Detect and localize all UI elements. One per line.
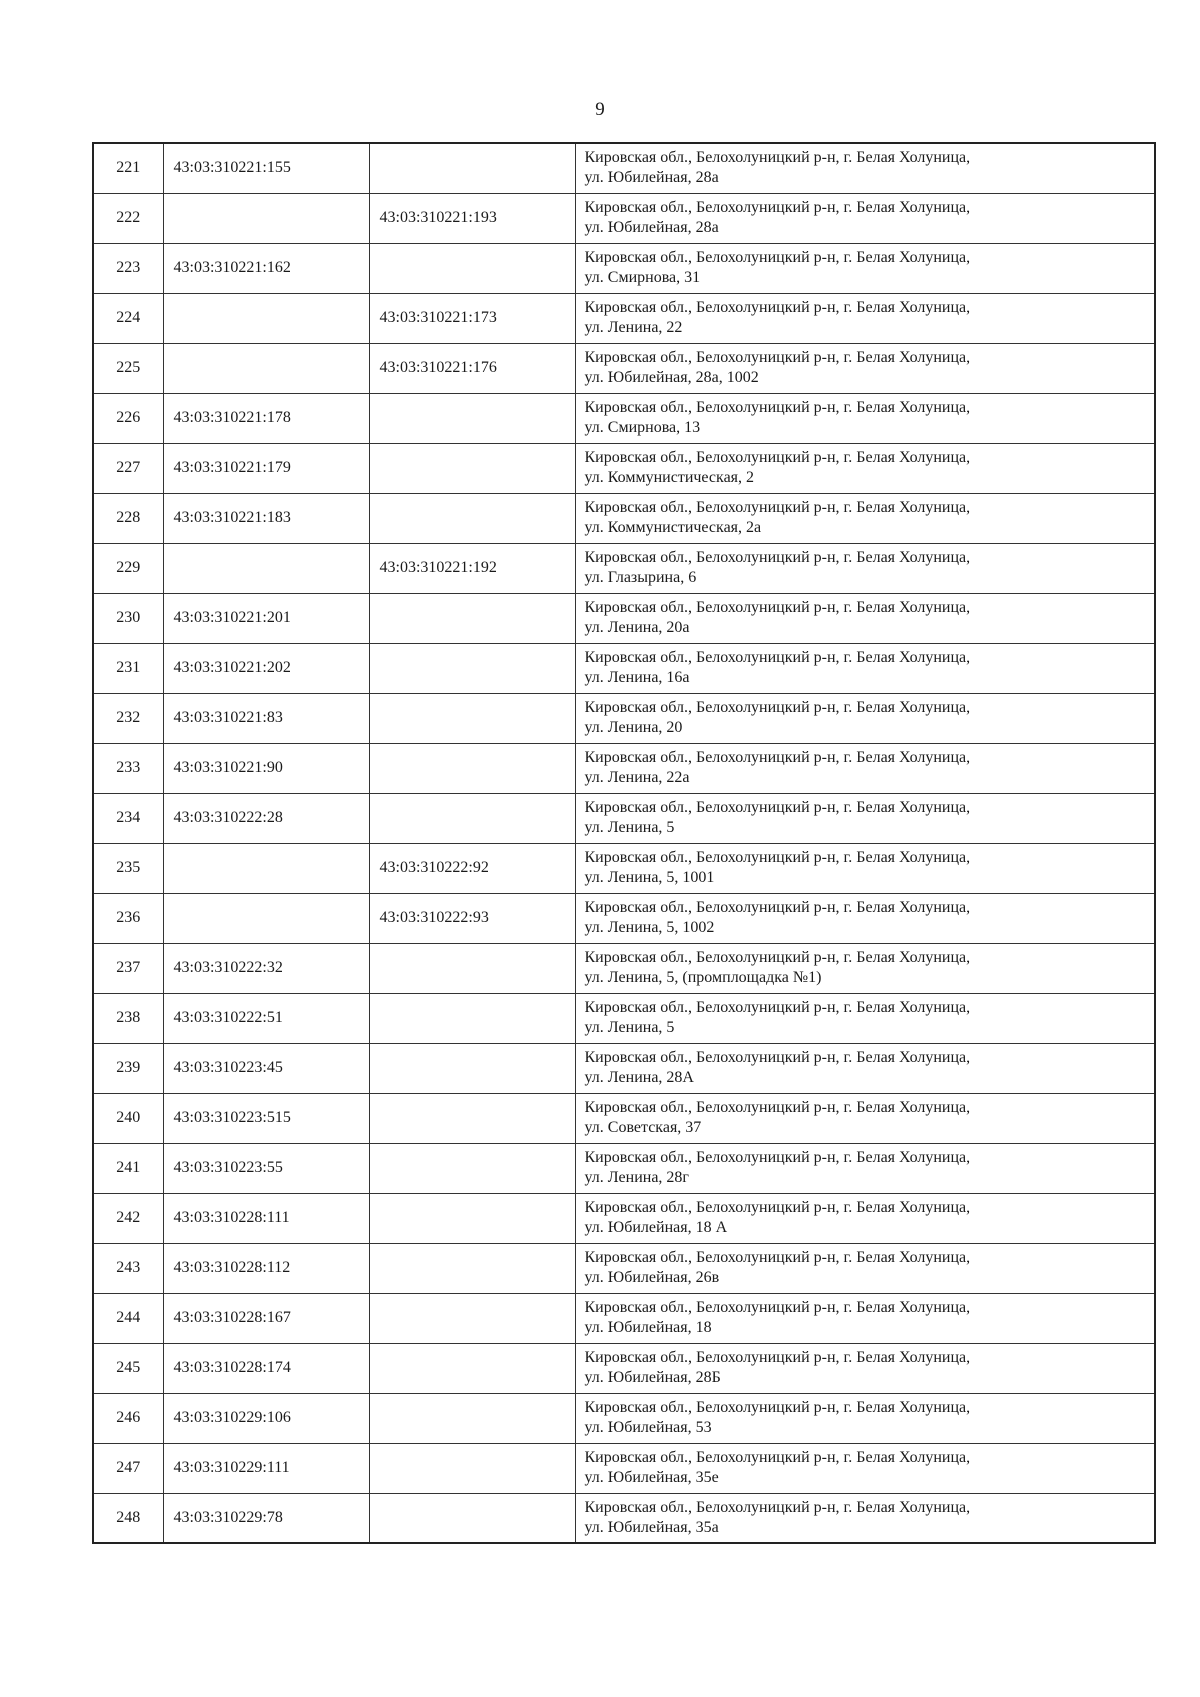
- address-line-1: Кировская обл., Белохолуницкий р-н, г. Белая Холуница,: [584, 1299, 971, 1316]
- related-cadastral-number-cell: [369, 793, 575, 843]
- address-cell: [575, 593, 1155, 643]
- address-line-1: Кировская обл., Белохолуницкий р-н, г. Белая Холуница,: [584, 299, 971, 316]
- cadastral-number-cell: 43:03:310221:202: [163, 643, 369, 693]
- cadastral-number-cell: 43:03:310223:55: [163, 1143, 369, 1193]
- table-row: [93, 593, 1155, 643]
- table-row: [93, 143, 1155, 193]
- address-line-1: Кировская обл., Белохолуницкий р-н, г. Белая Холуница,: [584, 949, 971, 966]
- address-cell: [575, 243, 1155, 293]
- address-line-2: ул. Ленина, 22: [584, 319, 683, 336]
- table-row: [93, 193, 1155, 243]
- address-line-2: ул. Ленина, 22а: [584, 769, 690, 786]
- cadastral-number-cell: 43:03:310228:112: [163, 1243, 369, 1293]
- related-cadastral-number-cell: [369, 1343, 575, 1393]
- address-line-1: Кировская обл., Белохолуницкий р-н, г. Белая Холуница,: [584, 1349, 971, 1366]
- cadastral-number-cell: 43:03:310228:174: [163, 1343, 369, 1393]
- cadastral-number-cell: 43:03:310221:83: [163, 693, 369, 743]
- row-number-cell: 237: [93, 943, 163, 993]
- address-cell: [575, 893, 1155, 943]
- address-line-2: ул. Ленина, 20: [584, 719, 683, 736]
- row-number-cell: 244: [93, 1293, 163, 1343]
- row-number-cell: 231: [93, 643, 163, 693]
- related-cadastral-number-cell: [369, 643, 575, 693]
- address-line-2: ул. Ленина, 5: [584, 1019, 675, 1036]
- table-row: [93, 243, 1155, 293]
- address-line-2: ул. Ленина, 28г: [584, 1169, 689, 1186]
- address-line-1: Кировская обл., Белохолуницкий р-н, г. Белая Холуница,: [584, 249, 971, 266]
- row-number-cell: 222: [93, 193, 163, 243]
- address-line-1: Кировская обл., Белохолуницкий р-н, г. Белая Холуница,: [584, 1498, 971, 1516]
- address-line-1: Кировская обл., Белохолуницкий р-н, г. Белая Холуница,: [584, 899, 971, 916]
- related-cadastral-number-cell: [369, 393, 575, 443]
- address-cell: [575, 793, 1155, 843]
- related-cadastral-number-cell: 43:03:310221:192: [369, 543, 575, 593]
- related-cadastral-number-cell: [369, 1193, 575, 1243]
- address-line-1: Кировская обл., Белохолуницкий р-н, г. Белая Холуница,: [584, 499, 971, 516]
- address-line-1: Кировская обл., Белохолуницкий р-н, г. Белая Холуница,: [584, 799, 971, 816]
- cadastral-number-cell: 43:03:310221:162: [163, 243, 369, 293]
- address-line-2: ул. Ленина, 5: [584, 819, 675, 836]
- address-cell: [575, 393, 1155, 443]
- address-line-1: Кировская обл., Белохолуницкий р-н, г. Белая Холуница,: [584, 749, 971, 766]
- related-cadastral-number-cell: 43:03:310221:193: [369, 193, 575, 243]
- table-row: [93, 1143, 1155, 1193]
- address-line-1: Кировская обл., Белохолуницкий р-н, г. Белая Холуница,: [584, 999, 971, 1016]
- related-cadastral-number-cell: [369, 993, 575, 1043]
- address-line-2: ул. Ленина, 16а: [584, 669, 690, 686]
- address-cell: [575, 943, 1155, 993]
- address-line-2: ул. Юбилейная, 35а: [584, 1518, 719, 1536]
- related-cadastral-number-cell: [369, 1243, 575, 1293]
- cadastral-number-cell: 43:03:310223:45: [163, 1043, 369, 1093]
- cadastral-number-cell: 43:03:310228:111: [163, 1193, 369, 1243]
- row-number-cell: 230: [93, 593, 163, 643]
- related-cadastral-number-cell: [369, 593, 575, 643]
- table-row: [93, 1043, 1155, 1093]
- address-cell: [575, 1143, 1155, 1193]
- table-row: [93, 1393, 1155, 1443]
- address-line-2: ул. Коммунистическая, 2а: [584, 519, 762, 536]
- cadastral-number-cell: 43:03:310223:515: [163, 1093, 369, 1143]
- related-cadastral-number-cell: 43:03:310222:92: [369, 843, 575, 893]
- cadastral-number-cell: 43:03:310222:51: [163, 993, 369, 1043]
- row-number-cell: 227: [93, 443, 163, 493]
- cadastral-number-cell: 43:03:310221:90: [163, 743, 369, 793]
- address-line-1: Кировская обл., Белохолуницкий р-н, г. Белая Холуница,: [584, 349, 971, 366]
- address-cell: [575, 993, 1155, 1043]
- table-row: [93, 743, 1155, 793]
- cadastral-number-cell: 43:03:310221:178: [163, 393, 369, 443]
- table-row: [93, 393, 1155, 443]
- row-number-cell: 234: [93, 793, 163, 843]
- related-cadastral-number-cell: [369, 243, 575, 293]
- address-line-1: Кировская обл., Белохолуницкий р-н, г. Белая Холуница,: [584, 1449, 971, 1466]
- row-number-cell: 247: [93, 1443, 163, 1493]
- address-line-1: Кировская обл., Белохолуницкий р-н, г. Белая Холуница,: [584, 1199, 971, 1216]
- address-cell: [575, 1443, 1155, 1493]
- address-line-2: ул. Юбилейная, 28а: [584, 169, 719, 187]
- table-row: [93, 1343, 1155, 1393]
- row-number-cell: 225: [93, 343, 163, 393]
- address-line-2: ул. Ленина, 5, 1002: [584, 919, 715, 936]
- cadastral-number-cell: 43:03:310221:155: [163, 143, 369, 193]
- row-number-cell: 226: [93, 393, 163, 443]
- row-number-cell: 240: [93, 1093, 163, 1143]
- row-number-cell: 228: [93, 493, 163, 543]
- address-cell: [575, 293, 1155, 343]
- address-cell: [575, 743, 1155, 793]
- address-cell: [575, 1193, 1155, 1243]
- cadastral-number-cell: [163, 543, 369, 593]
- address-cell: [575, 493, 1155, 543]
- related-cadastral-number-cell: [369, 743, 575, 793]
- cadastral-number-cell: 43:03:310221:201: [163, 593, 369, 643]
- address-line-2: ул. Смирнова, 13: [584, 419, 701, 436]
- address-line-1: Кировская обл., Белохолуницкий р-н, г. Белая Холуница,: [584, 1099, 971, 1116]
- row-number-cell: 239: [93, 1043, 163, 1093]
- table-row: [93, 1243, 1155, 1293]
- address-line-2: ул. Юбилейная, 28а, 1002: [584, 369, 759, 386]
- cadastral-number-cell: 43:03:310222:32: [163, 943, 369, 993]
- table-row: [93, 893, 1155, 943]
- cadastral-number-cell: 43:03:310228:167: [163, 1293, 369, 1343]
- row-number-cell: 229: [93, 543, 163, 593]
- address-line-1: Кировская обл., Белохолуницкий р-н, г. Белая Холуница,: [584, 1049, 971, 1066]
- address-line-2: ул. Ленина, 5, 1001: [584, 869, 715, 886]
- related-cadastral-number-cell: [369, 443, 575, 493]
- cadastral-number-cell: [163, 843, 369, 893]
- address-line-1: Кировская обл., Белохолуницкий р-н, г. Белая Холуница,: [584, 549, 971, 566]
- related-cadastral-number-cell: [369, 143, 575, 193]
- table-row: [93, 1093, 1155, 1143]
- address-cell: [575, 693, 1155, 743]
- row-number-cell: 242: [93, 1193, 163, 1243]
- related-cadastral-number-cell: [369, 693, 575, 743]
- address-cell: [575, 1093, 1155, 1143]
- address-cell: [575, 643, 1155, 693]
- address-cell: [575, 193, 1155, 243]
- address-cell: [575, 1243, 1155, 1293]
- cadastral-number-cell: [163, 893, 369, 943]
- table-row: [93, 643, 1155, 693]
- address-line-2: ул. Юбилейная, 18 А: [584, 1219, 728, 1236]
- address-line-1: Кировская обл., Белохолуницкий р-н, г. Белая Холуница,: [584, 149, 971, 167]
- table-row: [93, 843, 1155, 893]
- cadastral-number-cell: 43:03:310221:183: [163, 493, 369, 543]
- address-cell: [575, 343, 1155, 393]
- related-cadastral-number-cell: [369, 1493, 575, 1543]
- row-number-cell: 235: [93, 843, 163, 893]
- cadastral-number-cell: 43:03:310229:111: [163, 1443, 369, 1493]
- address-line-2: ул. Юбилейная, 18: [584, 1319, 712, 1336]
- address-line-2: ул. Юбилейная, 28Б: [584, 1369, 721, 1386]
- table-row: [93, 793, 1155, 843]
- row-number-cell: 245: [93, 1343, 163, 1393]
- related-cadastral-number-cell: [369, 493, 575, 543]
- address-line-1: Кировская обл., Белохолуницкий р-н, г. Белая Холуница,: [584, 1149, 971, 1166]
- address-line-2: ул. Ленина, 5, (промплощадка №1): [584, 969, 822, 986]
- related-cadastral-number-cell: 43:03:310221:173: [369, 293, 575, 343]
- address-line-2: ул. Ленина, 28А: [584, 1069, 694, 1086]
- address-cell: [575, 1493, 1155, 1543]
- address-line-2: ул. Юбилейная, 28а: [584, 219, 719, 236]
- row-number-cell: 248: [93, 1493, 163, 1543]
- table-row: [93, 1293, 1155, 1343]
- row-number-cell: 246: [93, 1393, 163, 1443]
- registry-table-body: [93, 143, 1155, 1543]
- address-line-2: ул. Юбилейная, 26в: [584, 1269, 720, 1286]
- table-row: [93, 293, 1155, 343]
- cadastral-number-cell: 43:03:310229:106: [163, 1393, 369, 1443]
- address-line-1: Кировская обл., Белохолуницкий р-н, г. Белая Холуница,: [584, 599, 971, 616]
- address-cell: [575, 1293, 1155, 1343]
- table-row: [93, 993, 1155, 1043]
- row-number-cell: 241: [93, 1143, 163, 1193]
- address-line-2: ул. Смирнова, 31: [584, 269, 701, 286]
- address-line-2: ул. Юбилейная, 35е: [584, 1469, 719, 1486]
- address-cell: [575, 543, 1155, 593]
- address-cell: [575, 1343, 1155, 1393]
- row-number-cell: 221: [93, 143, 163, 193]
- address-line-1: Кировская обл., Белохолуницкий р-н, г. Белая Холуница,: [584, 449, 971, 466]
- table-row: [93, 543, 1155, 593]
- cadastral-number-cell: [163, 343, 369, 393]
- address-cell: [575, 143, 1155, 193]
- table-row: [93, 693, 1155, 743]
- address-line-1: Кировская обл., Белохолуницкий р-н, г. Белая Холуница,: [584, 399, 971, 416]
- address-line-1: Кировская обл., Белохолуницкий р-н, г. Белая Холуница,: [584, 199, 971, 216]
- row-number-cell: 223: [93, 243, 163, 293]
- row-number-cell: 224: [93, 293, 163, 343]
- related-cadastral-number-cell: [369, 1143, 575, 1193]
- cadastral-number-cell: 43:03:310222:28: [163, 793, 369, 843]
- address-line-1: Кировская обл., Белохолуницкий р-н, г. Белая Холуница,: [584, 849, 971, 866]
- address-cell: [575, 443, 1155, 493]
- address-line-2: ул. Советская, 37: [584, 1119, 702, 1136]
- address-line-1: Кировская обл., Белохолуницкий р-н, г. Белая Холуница,: [584, 649, 971, 666]
- related-cadastral-number-cell: [369, 1043, 575, 1093]
- table-row: [93, 1443, 1155, 1493]
- row-number-cell: 243: [93, 1243, 163, 1293]
- row-number-cell: 238: [93, 993, 163, 1043]
- address-line-2: ул. Юбилейная, 53: [584, 1419, 712, 1436]
- address-line-1: Кировская обл., Белохолуницкий р-н, г. Белая Холуница,: [584, 699, 971, 716]
- related-cadastral-number-cell: 43:03:310222:93: [369, 893, 575, 943]
- table-row: [93, 943, 1155, 993]
- table-row: [93, 1493, 1155, 1543]
- cadastral-number-cell: [163, 293, 369, 343]
- address-line-1: Кировская обл., Белохолуницкий р-н, г. Белая Холуница,: [584, 1249, 971, 1266]
- table-row: [93, 493, 1155, 543]
- table-row: [93, 343, 1155, 393]
- row-number-cell: 233: [93, 743, 163, 793]
- row-number-cell: 236: [93, 893, 163, 943]
- related-cadastral-number-cell: [369, 1293, 575, 1343]
- registry-table: [92, 142, 1156, 1544]
- table-row: [93, 443, 1155, 493]
- address-line-1: Кировская обл., Белохолуницкий р-н, г. Белая Холуница,: [584, 1399, 971, 1416]
- related-cadastral-number-cell: [369, 1443, 575, 1493]
- row-number-cell: 232: [93, 693, 163, 743]
- related-cadastral-number-cell: 43:03:310221:176: [369, 343, 575, 393]
- address-cell: [575, 1043, 1155, 1093]
- cadastral-number-cell: [163, 193, 369, 243]
- page-number: 9: [595, 99, 605, 120]
- related-cadastral-number-cell: [369, 1093, 575, 1143]
- address-line-2: ул. Ленина, 20а: [584, 619, 690, 636]
- table-row: [93, 1193, 1155, 1243]
- address-cell: [575, 843, 1155, 893]
- address-cell: [575, 1393, 1155, 1443]
- related-cadastral-number-cell: [369, 943, 575, 993]
- address-line-2: ул. Глазырина, 6: [584, 569, 697, 586]
- related-cadastral-number-cell: [369, 1393, 575, 1443]
- cadastral-number-cell: 43:03:310221:179: [163, 443, 369, 493]
- cadastral-number-cell: 43:03:310229:78: [163, 1493, 369, 1543]
- address-line-2: ул. Коммунистическая, 2: [584, 469, 755, 486]
